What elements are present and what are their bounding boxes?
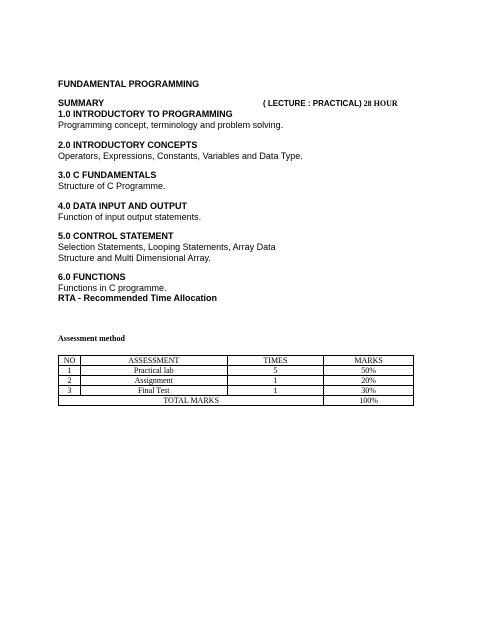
section-text: Functions in C programme. — [58, 283, 167, 293]
section-heading: 1.0 INTRODUCTORY TO PROGRAMMING — [58, 109, 233, 119]
cell-no: 3 — [59, 386, 81, 396]
table-row — [59, 366, 414, 376]
table-row — [59, 376, 414, 386]
assessment-label: Assessment method — [58, 334, 125, 343]
section-text: Operators, Expressions, Constants, Variables and Data Type. — [58, 151, 303, 161]
table-row — [59, 386, 414, 396]
section-heading: 6.0 FUNCTIONS — [58, 272, 126, 282]
header-marks: MARKS — [324, 356, 414, 366]
section-heading: 2.0 INTRODUCTORY CONCEPTS — [58, 140, 198, 150]
table-header-row — [59, 356, 414, 366]
section-heading: 4.0 DATA INPUT AND OUTPUT — [58, 201, 188, 211]
cell-times: 5 — [227, 366, 324, 376]
cell-assessment: Practical lab — [80, 366, 227, 376]
cell-marks: 30% — [324, 386, 414, 396]
section-text: Structure and Multi Dimensional Array. — [58, 253, 211, 263]
cell-marks: 20% — [324, 376, 414, 386]
cell-times: 1 — [227, 376, 324, 386]
section-text: Function of input output statements. — [58, 212, 202, 222]
cell-assessment: Final Test — [80, 386, 227, 396]
section-text: Selection Statements, Looping Statements, Array Data — [58, 242, 276, 252]
cell-marks: 50% — [324, 366, 414, 376]
header-assessment: ASSESSMENT — [80, 356, 227, 366]
section-heading: 3.0 C FUNDAMENTALS — [58, 170, 157, 180]
total-label: TOTAL MARKS — [59, 396, 324, 406]
section-text: Structure of C Programme. — [58, 181, 166, 191]
summary-hours — [263, 98, 398, 109]
assessment-table — [58, 355, 414, 406]
section-heading: 5.0 CONTROL STATEMENT — [58, 231, 174, 241]
header-no: NO — [59, 356, 81, 366]
summary-hours-value: 28 HOUR — [363, 99, 398, 108]
document-title: FUNDAMENTAL PROGRAMMING — [58, 79, 200, 89]
section-text: Programming concept, terminology and problem solving. — [58, 120, 284, 130]
total-value: 100% — [324, 396, 414, 406]
header-times: TIMES — [227, 356, 324, 366]
summary-row — [58, 98, 418, 109]
cell-times: 1 — [227, 386, 324, 396]
summary-hours-type: ( LECTURE : PRACTICAL) — [263, 99, 362, 108]
cell-no: 1 — [59, 366, 81, 376]
cell-no: 2 — [59, 376, 81, 386]
cell-assessment: Assignment — [80, 376, 227, 386]
table-total-row — [59, 396, 414, 406]
summary-label: SUMMARY — [58, 98, 105, 108]
rta-note: RTA - Recommended Time Allocation — [58, 293, 218, 303]
